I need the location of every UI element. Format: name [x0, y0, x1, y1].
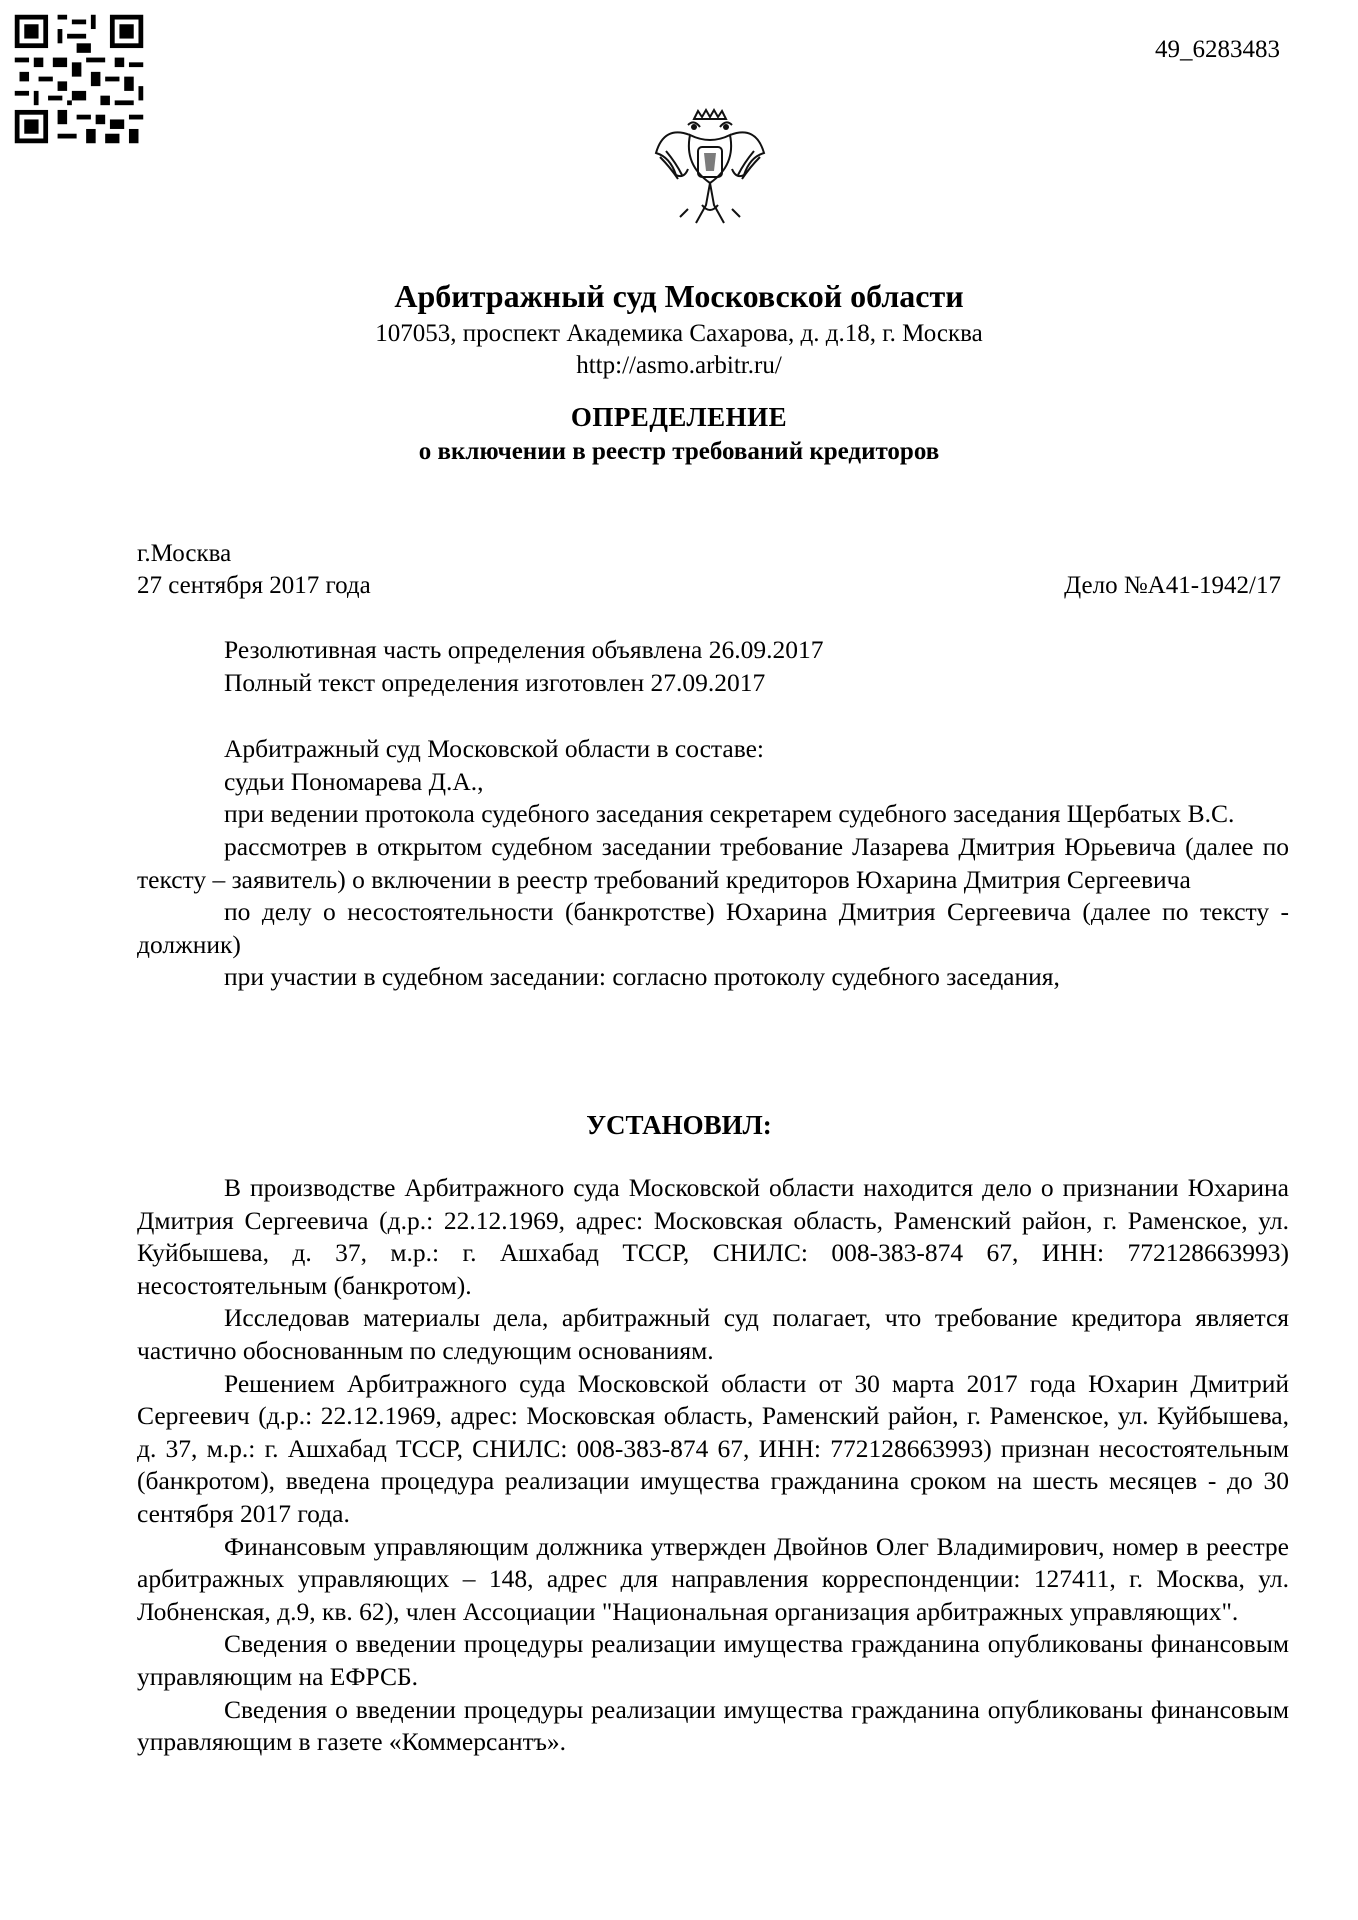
body-paragraph: Сведения о введении процедуры реализации имущества гражданина опубликованы финансовым управляющим на ЕФРСБ.	[137, 1629, 1289, 1691]
qr-code	[10, 10, 148, 148]
court-address: 107053, проспект Академика Сахарова, д. д.18, г. Москва	[375, 320, 983, 347]
coat-of-arms-emblem	[650, 105, 770, 245]
court-website: http://asmo.arbitr.ru/	[576, 352, 782, 379]
body-paragraph: Решением Арбитражного суда Московской области от 30 марта 2017 года Юхарин Дмитрий Сергеевич (д.р.: 22.12.1969, адрес: Московская область, Раменский район, г. Раменское, ул. Куйбышева, д. 37, м.р.: г. Ашхабад ТССР, СНИЛС: 008-383-874 67, ИНН: 772128663993) признан несостоятельным (банкротом), введена процедура реализации имущества гражданина сроком на шесть месяцев - до 30 сентября 2017 года.	[137, 1368, 1289, 1528]
composition-paragraph: по делу о несостоятельности (банкротстве) Юхарина Дмитрия Сергеевича (далее по тексту - должник)	[137, 897, 1289, 959]
document-title: ОПРЕДЕЛЕНИЕ	[570, 402, 788, 432]
intro-paragraph: Резолютивная часть определения объявлена 26.09.2017	[224, 635, 824, 664]
court-name: Арбитражный суд Московской области	[394, 278, 964, 314]
body-paragraph: Финансовым управляющим должника утвержден Двойнов Олег Владимирович, номер в реестре арбитражных управляющих – 148, адрес для направления корреспонденции: 127411, г. Москва, ул. Лобненская, д.9, кв. 62), член Ассоциации "Национальная организация арбитражных управляющих".	[137, 1531, 1289, 1626]
section-heading: УСТАНОВИЛ:	[586, 1110, 772, 1140]
document-id: 49_6283483	[1155, 36, 1280, 63]
composition-paragraph: при ведении протокола судебного заседания секретарем судебного заседания Щербатых В.С.	[224, 799, 1235, 829]
intro-block	[137, 634, 1289, 994]
document-date: 27 сентября 2017 года	[137, 572, 371, 599]
city: г.Москва	[137, 540, 232, 567]
composition-paragraph: при участии в судебном заседании: согласно протоколу судебного заседания,	[224, 962, 1060, 992]
case-number: Дело №А41-1942/17	[1064, 572, 1281, 599]
body-paragraph: Сведения о введении процедуры реализации имущества гражданина опубликованы финансовым управляющим в газете «Коммерсантъ».	[137, 1694, 1289, 1757]
body-paragraph: Исследовав материалы дела, арбитражный суд полагает, что требование кредитора является частично обоснованным по следующим основаниям.	[137, 1303, 1289, 1365]
body-paragraph: В производстве Арбитражного суда Московской области находится дело о признании Юхарина Дмитрия Сергеевича (д.р.: 22.12.1969, адрес: Московская область, Раменский район, г. Раменское, ул. Куйбышева, д. 37, м.р.: г. Ашхабад ТССР, СНИЛС: 008-383-874 67, ИНН: 772128663993) несостоятельным (банкротом).	[137, 1173, 1289, 1300]
body-block	[137, 1172, 1289, 1759]
intro-paragraph: Полный текст определения изготовлен 27.09.2017	[224, 667, 766, 697]
composition-paragraph: рассмотрев в открытом судебном заседании требование Лазарева Дмитрия Юрьевича (далее по тексту – заявитель) о включении в реестр требований кредиторов Юхарина Дмитрия Сергеевича	[137, 831, 1289, 894]
composition-paragraph: Арбитражный суд Московской области в составе:	[224, 734, 764, 764]
composition-paragraph: судьи Пономарева Д.А.,	[224, 766, 484, 796]
document-subtitle: о включении в реестр требований кредиторов	[418, 438, 940, 465]
